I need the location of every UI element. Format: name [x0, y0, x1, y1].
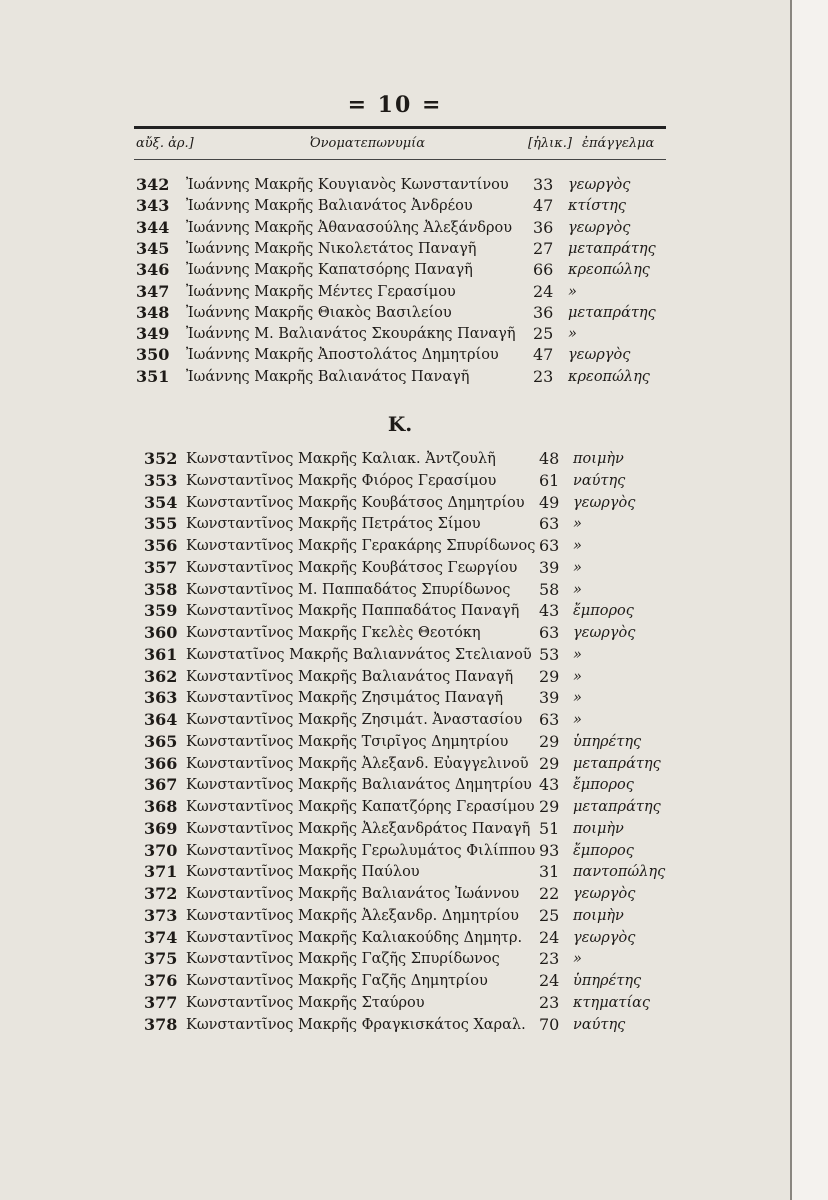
person-age: 61 — [539, 470, 560, 490]
person-age: 24 — [533, 281, 554, 301]
row-number: 344 — [136, 217, 170, 237]
row-number: 370 — [144, 840, 178, 860]
row-number: 365 — [144, 731, 178, 751]
person-occupation: » — [573, 516, 582, 533]
person-age: 23 — [533, 366, 554, 386]
person-occupation: γεωργὸς — [573, 625, 636, 641]
header-full-name: Ὀνοματεπωνυμία — [310, 136, 426, 151]
person-age: 23 — [539, 992, 560, 1012]
row-number: 350 — [136, 345, 170, 365]
person-age: 43 — [539, 601, 560, 621]
person-occupation: » — [573, 581, 582, 598]
person-occupation: » — [573, 538, 582, 554]
person-name: Κωνστατῖνος Μακρῆς Βαλιαννάτος Στελιανοῦ — [186, 646, 532, 663]
person-age: 23 — [539, 949, 560, 969]
row-number: 357 — [144, 557, 178, 577]
person-occupation: ὑπηρέτης — [573, 733, 642, 750]
person-occupation: ὑπηρέτης — [573, 973, 642, 989]
person-name: Κωνσταντῖνος Μακρῆς Πετράτος Σίμου — [186, 516, 481, 533]
person-name: Κωνσταντῖνος Μακρῆς Γερακάρης Σπυρίδωνος — [186, 538, 536, 554]
row-number: 371 — [144, 862, 178, 882]
row-number: 374 — [144, 927, 178, 947]
row-number: 378 — [144, 1014, 178, 1034]
person-age: 27 — [533, 238, 554, 258]
row-number: 364 — [144, 710, 178, 729]
row-number: 345 — [136, 238, 170, 258]
person-occupation: » — [573, 951, 582, 968]
person-occupation: γεωργὸς — [573, 929, 636, 946]
person-name: Ἰωάννης Μακρῆς Ἀποστολάτος Δημητρίου — [186, 347, 499, 364]
person-name: Ἰωάννης Μακρῆς Καπατσόρης Παναγῆ — [186, 262, 473, 279]
person-occupation: μεταπράτης — [573, 799, 661, 815]
person-occupation: ποιμὴν — [573, 820, 624, 837]
person-occupation: ἔμπορος — [573, 842, 634, 859]
row-number: 360 — [144, 623, 178, 642]
person-name: Κωνσταντῖνος Μακρῆς Παύλου — [186, 864, 420, 881]
person-name: Κωνσταντῖνος Μακρῆς Καλιακούδης Δημητρ. — [186, 929, 523, 946]
person-age: 29 — [539, 731, 560, 751]
person-occupation: » — [568, 283, 577, 300]
person-age: 58 — [539, 579, 560, 599]
row-number: 368 — [144, 797, 178, 816]
person-age: 47 — [533, 196, 554, 216]
person-name: Κωνσταντῖνος Μακρῆς Βαλιανάτος Ἰωάννου — [186, 886, 520, 902]
person-occupation: ποιμὴν — [573, 451, 624, 467]
person-occupation: μεταπράτης — [573, 755, 661, 772]
person-age: 24 — [539, 971, 560, 990]
row-number: 375 — [144, 949, 178, 969]
person-name: Κωνσταντῖνος Μακρῆς Παππαδάτος Παναγῆ — [186, 603, 520, 620]
person-name: Κωνσταντῖνος Μακρῆς Γερωλυμάτος Φιλίππου — [186, 842, 536, 859]
person-occupation: ἔμπορος — [573, 603, 634, 620]
person-occupation: κρεοπώλης — [568, 262, 650, 279]
person-name: Κωνσταντῖνος Μακρῆς Ἀλεξανδ. Εὐαγγελινοῦ — [186, 755, 529, 772]
person-age: 29 — [539, 797, 560, 816]
person-age: 48 — [539, 449, 560, 468]
person-age: 22 — [539, 884, 560, 903]
row-number: 367 — [144, 775, 178, 795]
person-age: 33 — [533, 175, 554, 194]
adjacent-page-edge — [792, 0, 828, 1200]
person-occupation: » — [573, 646, 582, 663]
person-age: 47 — [533, 345, 554, 365]
row-number: 348 — [136, 302, 170, 322]
person-name: Κωνσταντῖνος Μακρῆς Σταύρου — [186, 994, 425, 1011]
row-number: 362 — [144, 666, 178, 686]
person-name: Κωνσταντῖνος Μακρῆς Γκελὲς Θεοτόκη — [186, 625, 481, 641]
person-age: 63 — [539, 536, 560, 555]
person-occupation: » — [568, 326, 577, 343]
row-number: 353 — [144, 470, 178, 490]
row-number: 366 — [144, 753, 178, 773]
person-age: 66 — [533, 260, 554, 280]
row-number: 373 — [144, 905, 178, 925]
person-occupation: παντοπώλης — [573, 864, 666, 881]
row-number: 352 — [144, 449, 178, 468]
person-occupation: κτηματίας — [573, 994, 651, 1011]
person-name: Ἰωάννης Μακρῆς Νικολετάτος Παναγῆ — [186, 240, 477, 257]
person-name: Κωνσταντῖνος Μακρῆς Γαζῆς Σπυρίδωνος — [186, 951, 500, 968]
person-name: Ἰωάννης Μακρῆς Ἀθανασούλης Ἀλεξάνδρου — [186, 219, 513, 236]
header-serial-number: αὔξ. ἀρ.] — [136, 136, 194, 151]
person-name: Κωνσταντῖνος Μακρῆς Ζησιμάτ. Ἀναστασίου — [186, 712, 523, 728]
person-occupation: γεωργὸς — [573, 494, 636, 511]
person-name: Κωνσταντῖνος Μακρῆς Βαλιανάτος Παναγῆ — [186, 668, 514, 685]
person-age: 25 — [533, 324, 554, 344]
person-occupation: ναύτης — [573, 1016, 626, 1033]
row-number: 351 — [136, 366, 170, 386]
person-name: Κωνσταντῖνος Μακρῆς Ἀλεξανδράτος Παναγῆ — [186, 820, 531, 837]
person-age: 63 — [539, 710, 560, 729]
person-name: Κωνσταντῖνος Μακρῆς Φραγκισκάτος Χαραλ. — [186, 1016, 526, 1033]
row-number: 349 — [136, 324, 170, 344]
person-age: 49 — [539, 492, 560, 512]
person-occupation: » — [573, 690, 582, 707]
page-number: = 10 = — [347, 92, 443, 118]
person-name: Κωνσταντῖνος Μακρῆς Γαζῆς Δημητρίου — [186, 973, 488, 989]
person-age: 70 — [539, 1014, 560, 1034]
person-occupation: γεωργὸς — [568, 177, 631, 193]
header-age: [ἡλικ.] — [528, 136, 572, 151]
row-number: 358 — [144, 579, 178, 599]
row-number: 369 — [144, 818, 178, 838]
person-age: 29 — [539, 753, 560, 773]
row-number: 354 — [144, 492, 178, 512]
person-name: Κωνσταντῖνος Μακρῆς Κουβάτσος Γεωργίου — [186, 559, 518, 576]
person-age: 36 — [533, 302, 554, 322]
person-age: 51 — [539, 818, 560, 838]
person-occupation: γεωργὸς — [573, 886, 636, 902]
person-occupation: ναύτης — [573, 472, 626, 489]
person-name: Κωνσταντῖνος Μακρῆς Κουβάτσος Δημητρίου — [186, 494, 525, 511]
person-occupation: ποιμὴν — [573, 907, 624, 924]
person-name: Ἰωάννης Μακρῆς Βαλιανάτος Παναγῆ — [186, 368, 470, 385]
row-number: 355 — [144, 514, 178, 534]
section-letter: Κ. — [387, 412, 413, 436]
person-occupation: » — [573, 559, 582, 576]
person-name: Κωνσταντῖνος Μακρῆς Βαλιανάτος Δημητρίου — [186, 777, 532, 794]
person-name: Ἰωάννης Μ. Βαλιανάτος Σκουράκης Παναγῆ — [186, 326, 516, 343]
row-number: 376 — [144, 971, 178, 990]
person-age: 63 — [539, 514, 560, 534]
person-name: Κωνσταντῖνος Μακρῆς Καλιακ. Ἀντζουλῆ — [186, 451, 496, 467]
row-number: 377 — [144, 992, 178, 1012]
row-number: 346 — [136, 260, 170, 280]
person-occupation: » — [573, 668, 582, 685]
person-age: 25 — [539, 905, 560, 925]
person-name: Ἰωάννης Μακρῆς Βαλιανάτος Ἀνδρέου — [186, 198, 473, 215]
person-occupation: μεταπράτης — [568, 240, 656, 257]
person-age: 63 — [539, 623, 560, 642]
row-number: 363 — [144, 688, 178, 708]
row-number: 347 — [136, 281, 170, 301]
person-age: 43 — [539, 775, 560, 795]
person-age: 39 — [539, 688, 560, 708]
row-number: 359 — [144, 601, 178, 621]
person-age: 53 — [539, 644, 560, 664]
person-occupation: κρεοπώλης — [568, 368, 650, 385]
table-header — [134, 126, 666, 160]
row-number: 343 — [136, 196, 170, 216]
person-age: 36 — [533, 217, 554, 237]
person-occupation: γεωργὸς — [568, 347, 631, 364]
row-number: 342 — [136, 175, 170, 194]
person-occupation: » — [573, 712, 582, 728]
person-age: 93 — [539, 840, 560, 860]
person-name: Κωνσταντῖνος Μακρῆς Ἀλεξανδρ. Δημητρίου — [186, 907, 519, 924]
person-name: Κωνσταντῖνος Μακρῆς Ζησιμάτος Παναγῆ — [186, 690, 504, 707]
person-age: 29 — [539, 666, 560, 686]
row-number: 372 — [144, 884, 178, 903]
row-number: 356 — [144, 536, 178, 555]
person-name: Κωνσταντῖνος Μακρῆς Τσιρῖγος Δημητρίου — [186, 733, 509, 750]
person-age: 24 — [539, 927, 560, 947]
row-number: 361 — [144, 644, 178, 664]
person-name: Ἰωάννης Μακρῆς Θιακὸς Βασιλείου — [186, 304, 452, 321]
person-occupation: μεταπράτης — [568, 304, 656, 321]
person-age: 39 — [539, 557, 560, 577]
person-name: Ἰωάννης Μακρῆς Μέντες Γερασίμου — [186, 283, 456, 300]
person-occupation: κτίστης — [568, 198, 626, 215]
header-occupation: ἐπάγγελμα — [582, 136, 655, 151]
person-occupation: ἔμπορος — [573, 777, 634, 794]
person-occupation: γεωργὸς — [568, 219, 631, 236]
person-age: 31 — [539, 862, 560, 882]
person-name: Κωνσταντῖνος Μακρῆς Φιόρος Γερασίμου — [186, 472, 497, 489]
person-name: Κωνσταντῖνος Μ. Παππαδάτος Σπυρίδωνος — [186, 581, 511, 598]
person-name: Ἰωάννης Μακρῆς Κουγιανὸς Κωνσταντίνου — [186, 177, 509, 193]
person-name: Κωνσταντῖνος Μακρῆς Καπατζόρης Γερασίμου — [186, 799, 535, 815]
